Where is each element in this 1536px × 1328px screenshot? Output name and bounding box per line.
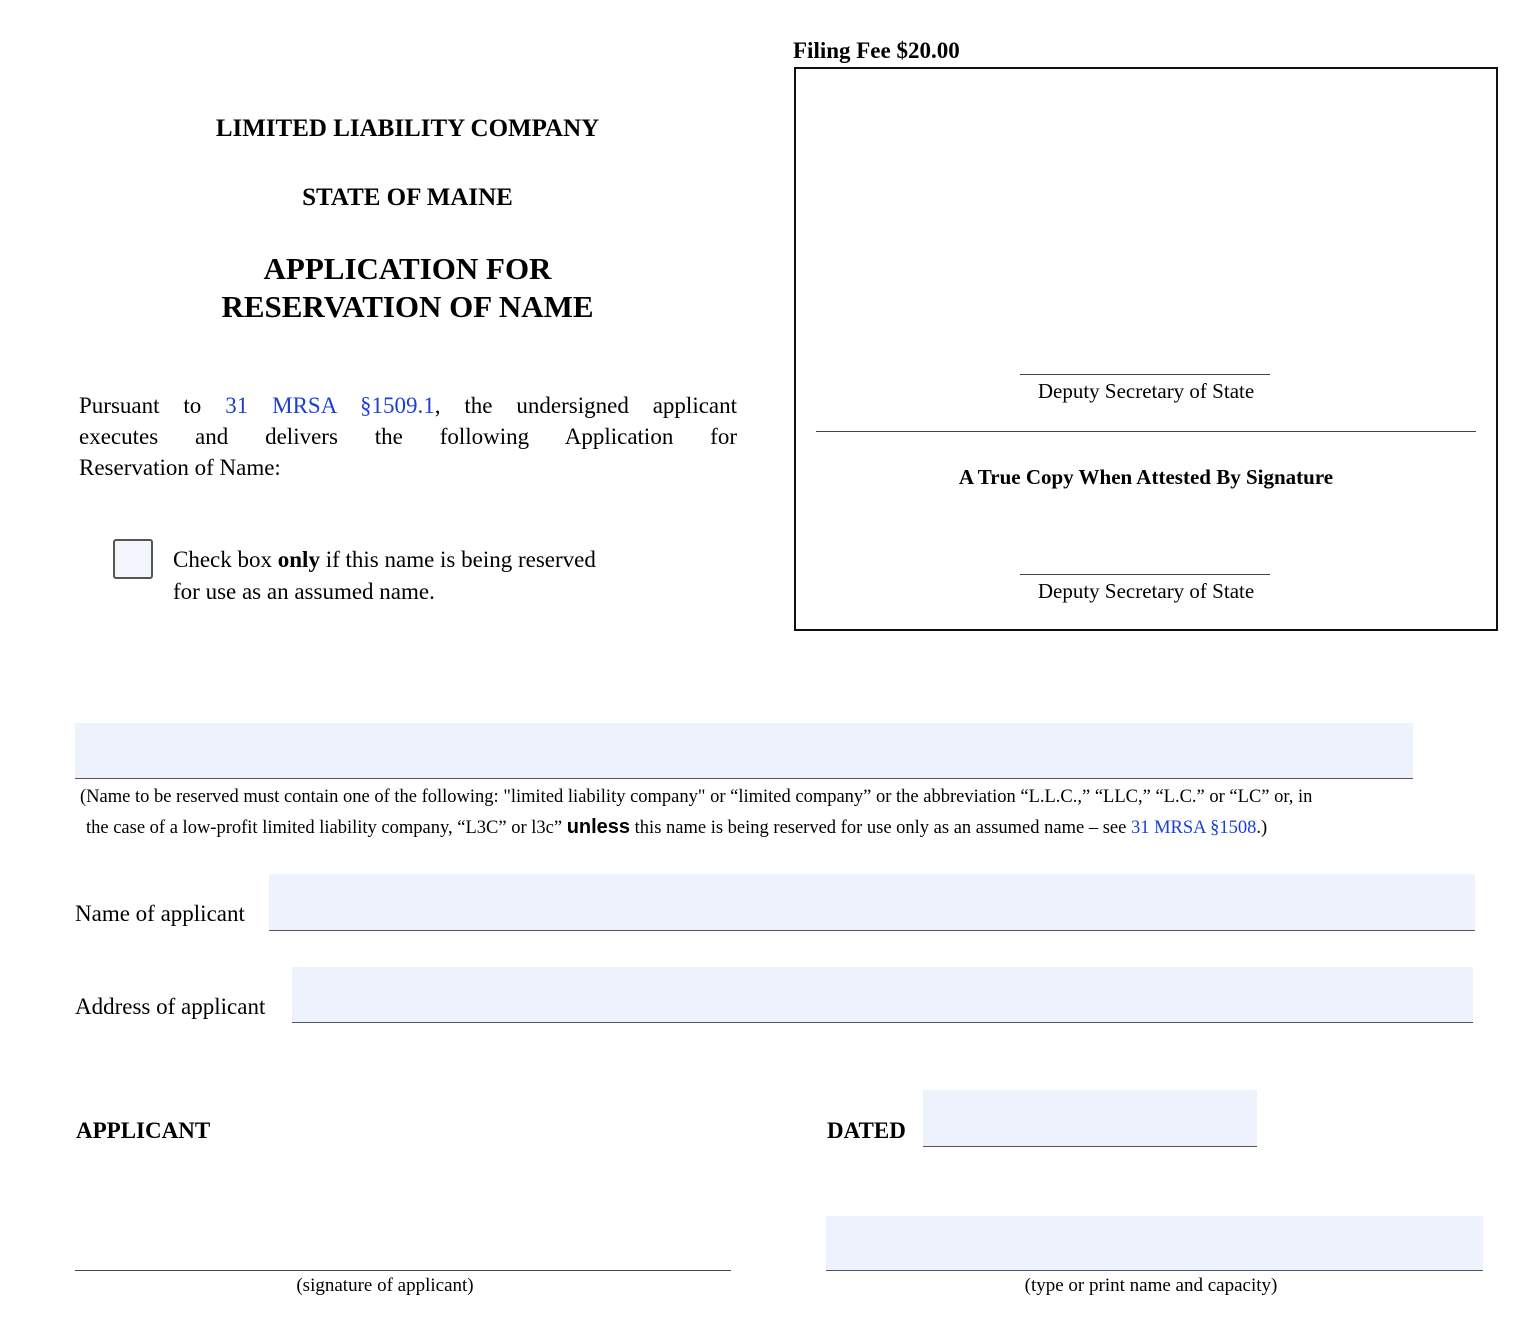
true-copy-label: A True Copy When Attested By Signature (958, 465, 1334, 489)
applicant-address-input[interactable] (292, 967, 1473, 1023)
divider-line (816, 431, 1476, 432)
checkbox-label (173, 544, 596, 608)
page-title-line2: RESERVATION OF NAME (221, 289, 594, 324)
signature-line-2 (1020, 574, 1270, 575)
checkbox-text-line2: for use as an assumed name. (173, 579, 435, 604)
note-line2-post: this name is being reserved for use only as an assumed name – see (630, 818, 1131, 838)
page-title-line1: APPLICATION FOR (263, 251, 552, 286)
print-name-capacity-input[interactable] (826, 1216, 1483, 1271)
statute-link-1508[interactable]: 31 MRSA §1508 (1130, 818, 1257, 838)
intro-paragraph (79, 390, 737, 483)
name-of-applicant-label: Name of applicant (75, 901, 245, 926)
print-name-caption: (type or print name and capacity) (1024, 1275, 1278, 1296)
header-state: STATE OF MAINE (302, 184, 513, 211)
signature-line-1 (1020, 374, 1270, 375)
checkbox-text-pre: Check box (173, 547, 278, 572)
note-line2-bold: unless (566, 816, 631, 838)
applicant-name-input[interactable] (269, 874, 1475, 931)
address-of-applicant-label: Address of applicant (75, 994, 266, 1019)
reserved-name-input[interactable] (75, 723, 1413, 779)
intro-line3: Reservation of Name: (79, 455, 281, 480)
deputy-secretary-label-2: Deputy Secretary of State (1037, 579, 1255, 603)
deputy-secretary-label-1: Deputy Secretary of State (1037, 379, 1255, 403)
filing-fee-label: Filing Fee $20.00 (793, 38, 960, 63)
reserved-name-note (80, 782, 1460, 843)
dated-label: DATED (827, 1118, 906, 1143)
applicant-signature-line[interactable] (75, 1270, 731, 1271)
note-line2-pre: the case of a low-profit limited liability company, “L3C” or l3c” (86, 818, 567, 838)
note-end: .) (1256, 818, 1268, 838)
checkbox-text-post: if this name is being reserved (319, 547, 596, 572)
office-use-box (794, 67, 1498, 631)
checkbox-text-bold: only (277, 547, 320, 572)
intro-line2: executes and delivers the following Application for (79, 424, 737, 449)
applicant-heading: APPLICANT (76, 1118, 211, 1143)
signature-caption: (signature of applicant) (296, 1275, 474, 1296)
intro-pre: Pursuant to (79, 393, 202, 418)
assumed-name-checkbox[interactable] (113, 539, 153, 579)
intro-post: , the undersigned applicant (434, 393, 738, 418)
dated-input[interactable] (923, 1090, 1257, 1147)
note-line1: (Name to be reserved must contain one of the following: "limited liability company" or “limited company” or the abbreviation “L.L.C.,” “LLC,” “L.C.” or “LC” or, in (80, 787, 1313, 807)
statute-link-1509[interactable]: 31 MRSA §1509.1 (225, 393, 435, 418)
header-llc: LIMITED LIABILITY COMPANY (215, 115, 600, 142)
